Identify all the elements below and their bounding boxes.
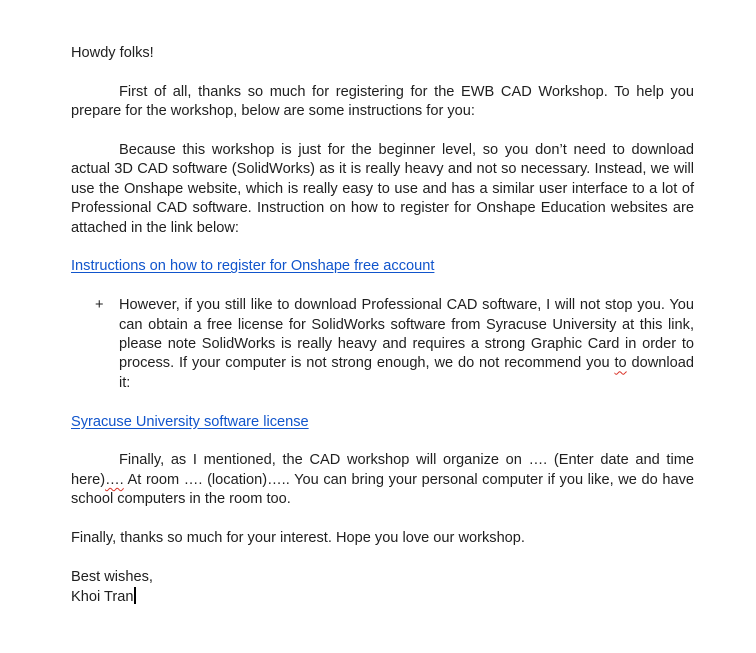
spellcheck-flag-to[interactable]: to [614, 355, 627, 372]
blank-line [71, 63, 694, 82]
solidworks-bullet-item [71, 296, 694, 393]
plus-bullet-icon: + [95, 297, 104, 314]
intro-paragraph: First of all, thanks so much for registering for the EWB CAD Workshop. To help you prepare for the workshop, below are some instructions for you: [71, 83, 694, 120]
onshape-paragraph: Because this workshop is just for the beginner level, so you don’t need to download actual 3D CAD software (SolidWorks) as it is really heavy and not so necessary. Instead, we will use the Onshape website, which is really easy to use and has a similar user interface to a lot of Professional CAD software. Instruction on how to register for Onshape Education websites are attached in the link below: [71, 142, 694, 236]
blank-line [71, 548, 694, 567]
signature-name: Khoi Tran [71, 589, 134, 606]
syracuse-link-line [71, 413, 694, 432]
text-cursor-icon [134, 587, 136, 604]
syracuse-license-link[interactable]: Syracuse University software license [71, 413, 309, 430]
bullet-text-start: However, if you still like to download Professional CAD software, I will not stop you. You can obtain a free license for SolidWorks software from Syracuse University at this link, please note SolidWorks is really heavy and requires a strong Graphic Card in order to process. If your computer is not strong enough, we do not recommend you [119, 297, 694, 372]
schedule-text-start: Finally, as I mentioned, the CAD workshop will organize on …. (Enter date and time here) [71, 452, 694, 488]
signature-line [71, 587, 694, 607]
onshape-link-line [71, 257, 694, 276]
bullet-text-end: download it: [119, 355, 694, 391]
onshape-instructions-link[interactable]: Instructions on how to register for Onshape free account [71, 258, 435, 275]
thanks-paragraph: Finally, thanks so much for your interest. Hope you love our workshop. [71, 530, 525, 547]
blank-line [71, 393, 694, 412]
greeting: Howdy folks! [71, 45, 154, 61]
blank-line [71, 510, 694, 529]
blank-line [71, 122, 694, 141]
blank-line [71, 277, 694, 296]
schedule-text-end: At room …. (location)….. You can bring your personal computer if you like, we do have school computers in the room too. [71, 471, 694, 508]
blank-line [71, 432, 694, 451]
blank-line [71, 238, 694, 257]
spellcheck-flag-ellipsis[interactable]: …. [105, 471, 124, 488]
schedule-paragraph [71, 451, 694, 509]
closing-line: Best wishes, [71, 568, 153, 585]
document-body[interactable] [71, 44, 694, 608]
